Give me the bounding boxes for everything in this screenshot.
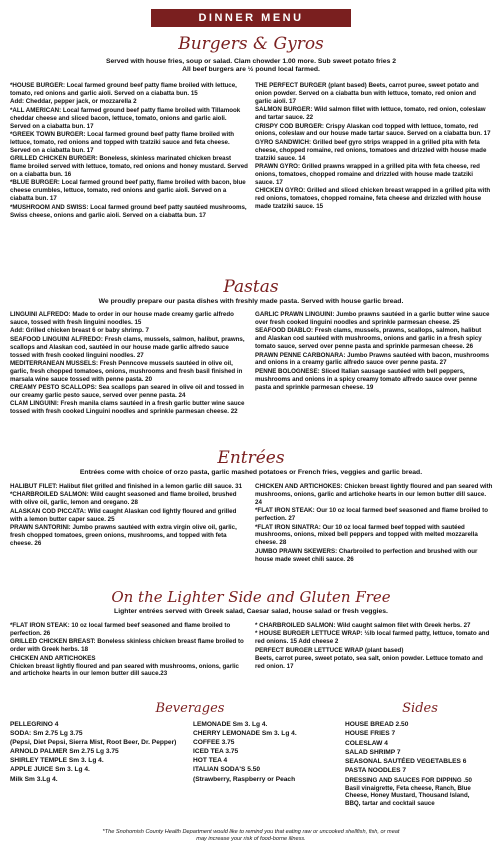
side-item: SALAD SHRIMP 7 xyxy=(345,748,401,756)
menu-item: CLAM LINGUINI: Fresh manila clams sautéed in a fresh garlic butter wine sauce tossed with fresh cooked Linguini noodles and sprinkle parmesan cheese. 22 xyxy=(10,400,245,416)
burgers-left-column xyxy=(10,82,248,220)
side-item-detail: Basil vinaigrette, Feta cheese, Ranch, Blue xyxy=(345,785,471,793)
menu-item: SEAFOOD DIABLO: Fresh clams, mussels, prawns, scallops, salmon, halibut and Alaskan cod sautéed with mushrooms, onions and garlic in a fresh spicy tomato sauce, served over penne pasta and sprinkle parmesan cheese. 26 xyxy=(255,327,482,351)
beverage-item: ICED TEA 3.75 xyxy=(193,748,239,756)
menu-item: SALMON BURGER: Wild salmon fillet with lettuce, tomato, red onion, coleslaw and tartar sauce. 22 xyxy=(255,106,486,122)
menu-item: *MUSHROOM AND SWISS: Local farmed ground beef patty sautéed mushrooms, Swiss cheese, onions and garlic aioli. Served on a ciabatta bun. 17 xyxy=(10,203,247,219)
menu-item: *HOUSE BURGER: Local farmed ground beef patty flame broiled with lettuce, tomato, red onions and garlic aioli. Served on a ciabatta bun. 15 xyxy=(10,82,237,97)
menu-item: MEDITERRANEAN MUSSELS: Fresh Penncove mussels sautéed in olive oil, garlic, fresh chopped tomatoes, onions, mushrooms and fresh basil finished in marsala wine sauce tossed with penne pasta. 20 xyxy=(10,359,243,383)
menu-item: * HOUSE BURGER LETTUCE WRAP: ½lb local farmed patty, lettuce, tomato and red onions. 15 Add cheese 2 xyxy=(255,630,490,646)
sides-title: Sides xyxy=(402,701,438,716)
sides-list xyxy=(345,720,495,807)
beverage-item: SHIRLEY TEMPLE Sm 3. Lg 4. xyxy=(10,757,104,765)
menu-item: CREAMY PESTO SCALLOPS: Sea scallops pan seared in olive oil and tossed in our creamy garlic pesto sauce, served over penne pasta. 24 xyxy=(10,384,244,400)
entrees-left-column xyxy=(10,483,248,548)
menu-item: *FLAT IRON STEAK: 10 oz local farmed beef seasoned and flame broiled to perfection. 26 xyxy=(10,622,231,637)
menu-item: GRILLED CHICKEN BURGER: Boneless, skinless marinated chicken breast flame broiled served with lettuce, tomato, red onions and honey mustard. Served on a ciabatta bun. 16 xyxy=(10,155,248,178)
menu-item: CRISPY COD BURGER: Crispy Alaskan cod topped with lettuce, tomato, red onions, coleslaw and our house made tartar sauce. Served on a ciabatta bun. 17 xyxy=(255,122,491,138)
beverage-item: COFFEE 3.75 xyxy=(193,739,235,747)
entrees-title: Entrées xyxy=(217,448,285,468)
menu-item: SEAFOOD LINGUINI ALFREDO: Fresh clams, mussels, salmon, halibut, prawns, scallops and Alaskan cod, sautéed in our house made garlic alfredo sauce tossed with fresh cooked linguini noodles. 27 xyxy=(10,335,245,359)
menu-item: JUMBO PRAWN SKEWERS: Charbroiled to perfection and brushed with our house made sweet chili sauce. 26 xyxy=(255,547,478,563)
menu-item: *BLUE BURGER: Local farmed ground beef patty, flame broiled with bacon, blue cheese crumbles, lettuce, tomato, red onions and garlic aioli. Served on a ciabatta bun. 17 xyxy=(10,179,246,203)
menu-item: Add: Cheddar, pepper jack, or mozzarella 2 xyxy=(10,98,137,106)
lighter-left-column xyxy=(10,622,248,679)
lighter-intro: Lighter entrées served with Greek salad, Caesar salad, house salad or fresh veggies. xyxy=(114,608,388,615)
menu-item: CHICKEN GYRO: Grilled and sliced chicken breast wrapped in a grilled pita with red onions, tomatoes, chopped romaine, feta cheese and drizzled with house made tzatziki sauce. 15 xyxy=(255,187,491,211)
beverage-item: ARNOLD PALMER Sm 2.75 Lg 3.75 xyxy=(10,748,119,756)
menu-item: Add: Grilled chicken breast 6 or baby shrimp. 7 xyxy=(10,327,149,335)
menu-item: Chicken breast lightly floured and pan seared with mushrooms, onions, garlic and artichoke hearts in our lemon butter dill sauce.23 xyxy=(10,662,239,678)
menu-item: ALASKAN COD PICCATA: Wild caught Alaskan cod lightly floured and grilled with a lemon butter caper sauce. 25 xyxy=(10,507,237,523)
pastas-right-column xyxy=(255,311,493,392)
menu-item: *GREEK TOWN BURGER: Local farmed ground beef patty flame broiled with lettuce, tomato, red onions and topped with tzatziki sauce and feta cheese. Served on a ciabatta bun. 17 xyxy=(10,130,235,154)
menu-item: *FLAT IRON STEAK: Our 10 oz local farmed beef seasoned and flame broiled to perfection. 27 xyxy=(255,507,488,523)
beverage-item: APPLE JUICE Sm 3. Lg 4. xyxy=(10,766,90,774)
pastas-left-column xyxy=(10,311,248,417)
menu-item: PRAWN GYRO: Grilled prawns wrapped in a grilled pita with feta cheese, red onions, tomatoes, chopped romaine and drizzled with house made tzatziki sauce. 17 xyxy=(255,163,480,186)
menu-item: PENNE BOLOGNESE: Sliced Italian sausage sautéed with bell peppers, mushrooms and onions in a spicy creamy tomato alfredo sauce over penne pasta and sprinkle parmesan cheese. 19 xyxy=(255,367,478,391)
disclaimer-line: *The Snohomish County Health Department would like to remind you that eating raw or uncooked shellfish, fish, or meat xyxy=(102,829,400,835)
menu-item: LINGUINI ALFREDO: Made to order in our house made creamy garlic alfredo sauce, tossed with fresh linguini noodles. 15 xyxy=(10,311,234,326)
beverage-item: PELLEGRINO 4 xyxy=(10,721,59,728)
menu-item: *CHARBROILED SALMON: Wild caught seasoned and flame broiled, brushed with olive oil, garlic, lemon and oregano. 28 xyxy=(10,491,237,507)
menu-item: * CHARBROILED SALMON: Wild caught salmon filet with Greek herbs. 27 xyxy=(255,622,471,629)
side-item: PASTA NOODLES 7 xyxy=(345,767,407,775)
menu-item: CHICKEN AND ARTICHOKES: Chicken breast lightly floured and pan seared with mushrooms, onions, garlic and artichoke hearts in our lemon butter dill sauce. 24 xyxy=(255,483,493,506)
burgers-intro-line: Served with house fries, soup or salad. Clam chowder 1.00 more. Sub sweet potato fries 2 xyxy=(105,58,397,65)
beverage-item: ITALIAN SODA'S 5.50 xyxy=(193,766,261,774)
beverages-title: Beverages xyxy=(155,701,225,716)
entrees-right-column xyxy=(255,483,493,564)
menu-item: GARLIC PRAWN LINGUINI: Jumbo prawns sautéed in a garlic butter wine sauce over fresh cooked linguini noodles and sprinkle parmesan cheese. 25 xyxy=(255,311,490,326)
lighter-title: On the Lighter Side and Gluten Free xyxy=(111,588,391,606)
beverages-left-list xyxy=(10,720,177,784)
lighter-right-column xyxy=(255,622,493,671)
beverage-item: Milk Sm 3.Lg 4. xyxy=(10,775,58,783)
beverages-right-list xyxy=(193,720,323,784)
side-item-detail: BBQ, tartar and cocktail sauce xyxy=(345,799,435,807)
menu-banner: DINNER MENU xyxy=(151,9,351,27)
menu-item: PERFECT BURGER LETTUCE WRAP (plant based) xyxy=(255,646,404,654)
health-disclaimer xyxy=(0,829,502,843)
beverage-item: (Strawberry, Raspberry or Peach xyxy=(193,775,296,783)
menu-item: THE PERFECT BURGER (plant based) Beets, carrot puree, sweet potato and onion powder. Served on a ciabatta bun with lettuce, tomato, red onion and garlic aioli. 17 xyxy=(255,82,479,105)
side-item: HOUSE FRIES 7 xyxy=(345,730,396,738)
menu-item: GYRO SANDWICH: Grilled beef gyro strips wrapped in a grilled pita with feta cheese, chopped romaine, red onions, tomatoes and drizzled with house made tzatziki sauce. 14 xyxy=(255,138,487,162)
entrees-intro: Entrées come with choice of orzo pasta, garlic mashed potatoes or French fries, veggies and garlic bread. xyxy=(79,469,423,476)
beverage-item: SODA: Sm 2.75 Lg 3.75 xyxy=(10,730,83,738)
burgers-title: Burgers & Gyros xyxy=(178,34,324,54)
menu-item: *FLAT IRON SINATRA: Our 10 oz local farmed beef topped with sautéed mushrooms, onions, mixed bell peppers and topped with melted mozzarella cheese. 28 xyxy=(255,523,478,547)
beverage-item: HOT TEA 4 xyxy=(193,757,228,765)
disclaimer-line: may increase your risk of food-borne illness. xyxy=(196,836,306,842)
menu-item: GRILLED CHICKEN BREAST: Boneless skinless chicken breast flame broiled to order with Greek herbs. 18 xyxy=(10,638,244,654)
side-item: COLESLAW 4 xyxy=(345,739,388,747)
menu-item: PRAWN SANTORINI: Jumbo prawns sautéed with extra virgin olive oil, garlic, fresh chopped tomatoes, green onions, mushrooms, and topped with feta cheese. 26 xyxy=(10,524,237,547)
side-item: HOUSE BREAD 2.50 xyxy=(345,721,409,728)
beverage-item: (Pepsi, Diet Pepsi, Sierra Mist, Root Beer, Dr. Pepper) xyxy=(10,739,177,747)
menu-item: Beets, carrot puree, sweet potato, sea salt, onion powder. Lettuce tomato and red onion. 17 xyxy=(255,654,483,670)
pastas-intro: We proudly prepare our pasta dishes with freshly made pasta. Served with house garlic bread. xyxy=(98,298,404,305)
side-item: SEASONAL SAUTÉED VEGETABLES 6 xyxy=(345,758,467,766)
side-item-detail: Cheese, Honey Mustard, Thousand Island, xyxy=(345,792,470,800)
beverage-item: LEMONADE Sm 3. Lg 4. xyxy=(193,721,268,728)
side-item: DRESSING AND SAUCES FOR DIPPING .50 xyxy=(345,776,472,784)
menu-item: HALIBUT FILET: Halibut filet grilled and finished in a lemon garlic dill sauce. 31 xyxy=(10,483,243,490)
beverage-item: CHERRY LEMONADE Sm 3. Lg 4. xyxy=(193,730,297,738)
burgers-intro xyxy=(0,58,502,74)
pastas-title: Pastas xyxy=(223,277,279,297)
menu-item: PRAWN PENNE CARBONARA: Jumbo Prawns sautéed with bacon, mushrooms and onions in a creamy garlic alfredo sauce over penne pasta. 27 xyxy=(255,351,490,367)
menu-item: CHICKEN AND ARTICHOKES xyxy=(10,654,96,662)
burgers-right-column xyxy=(255,82,493,212)
burgers-intro-line: All beef burgers are ½ pound local farmed. xyxy=(182,66,320,73)
menu-item: *ALL AMERICAN: Local farmed ground beef patty flame broiled with Tillamook cheddar cheese and sliced bacon, lettuce, tomato, onions and garlic aioli. Served on a ciabatta bun. 17 xyxy=(10,106,241,130)
